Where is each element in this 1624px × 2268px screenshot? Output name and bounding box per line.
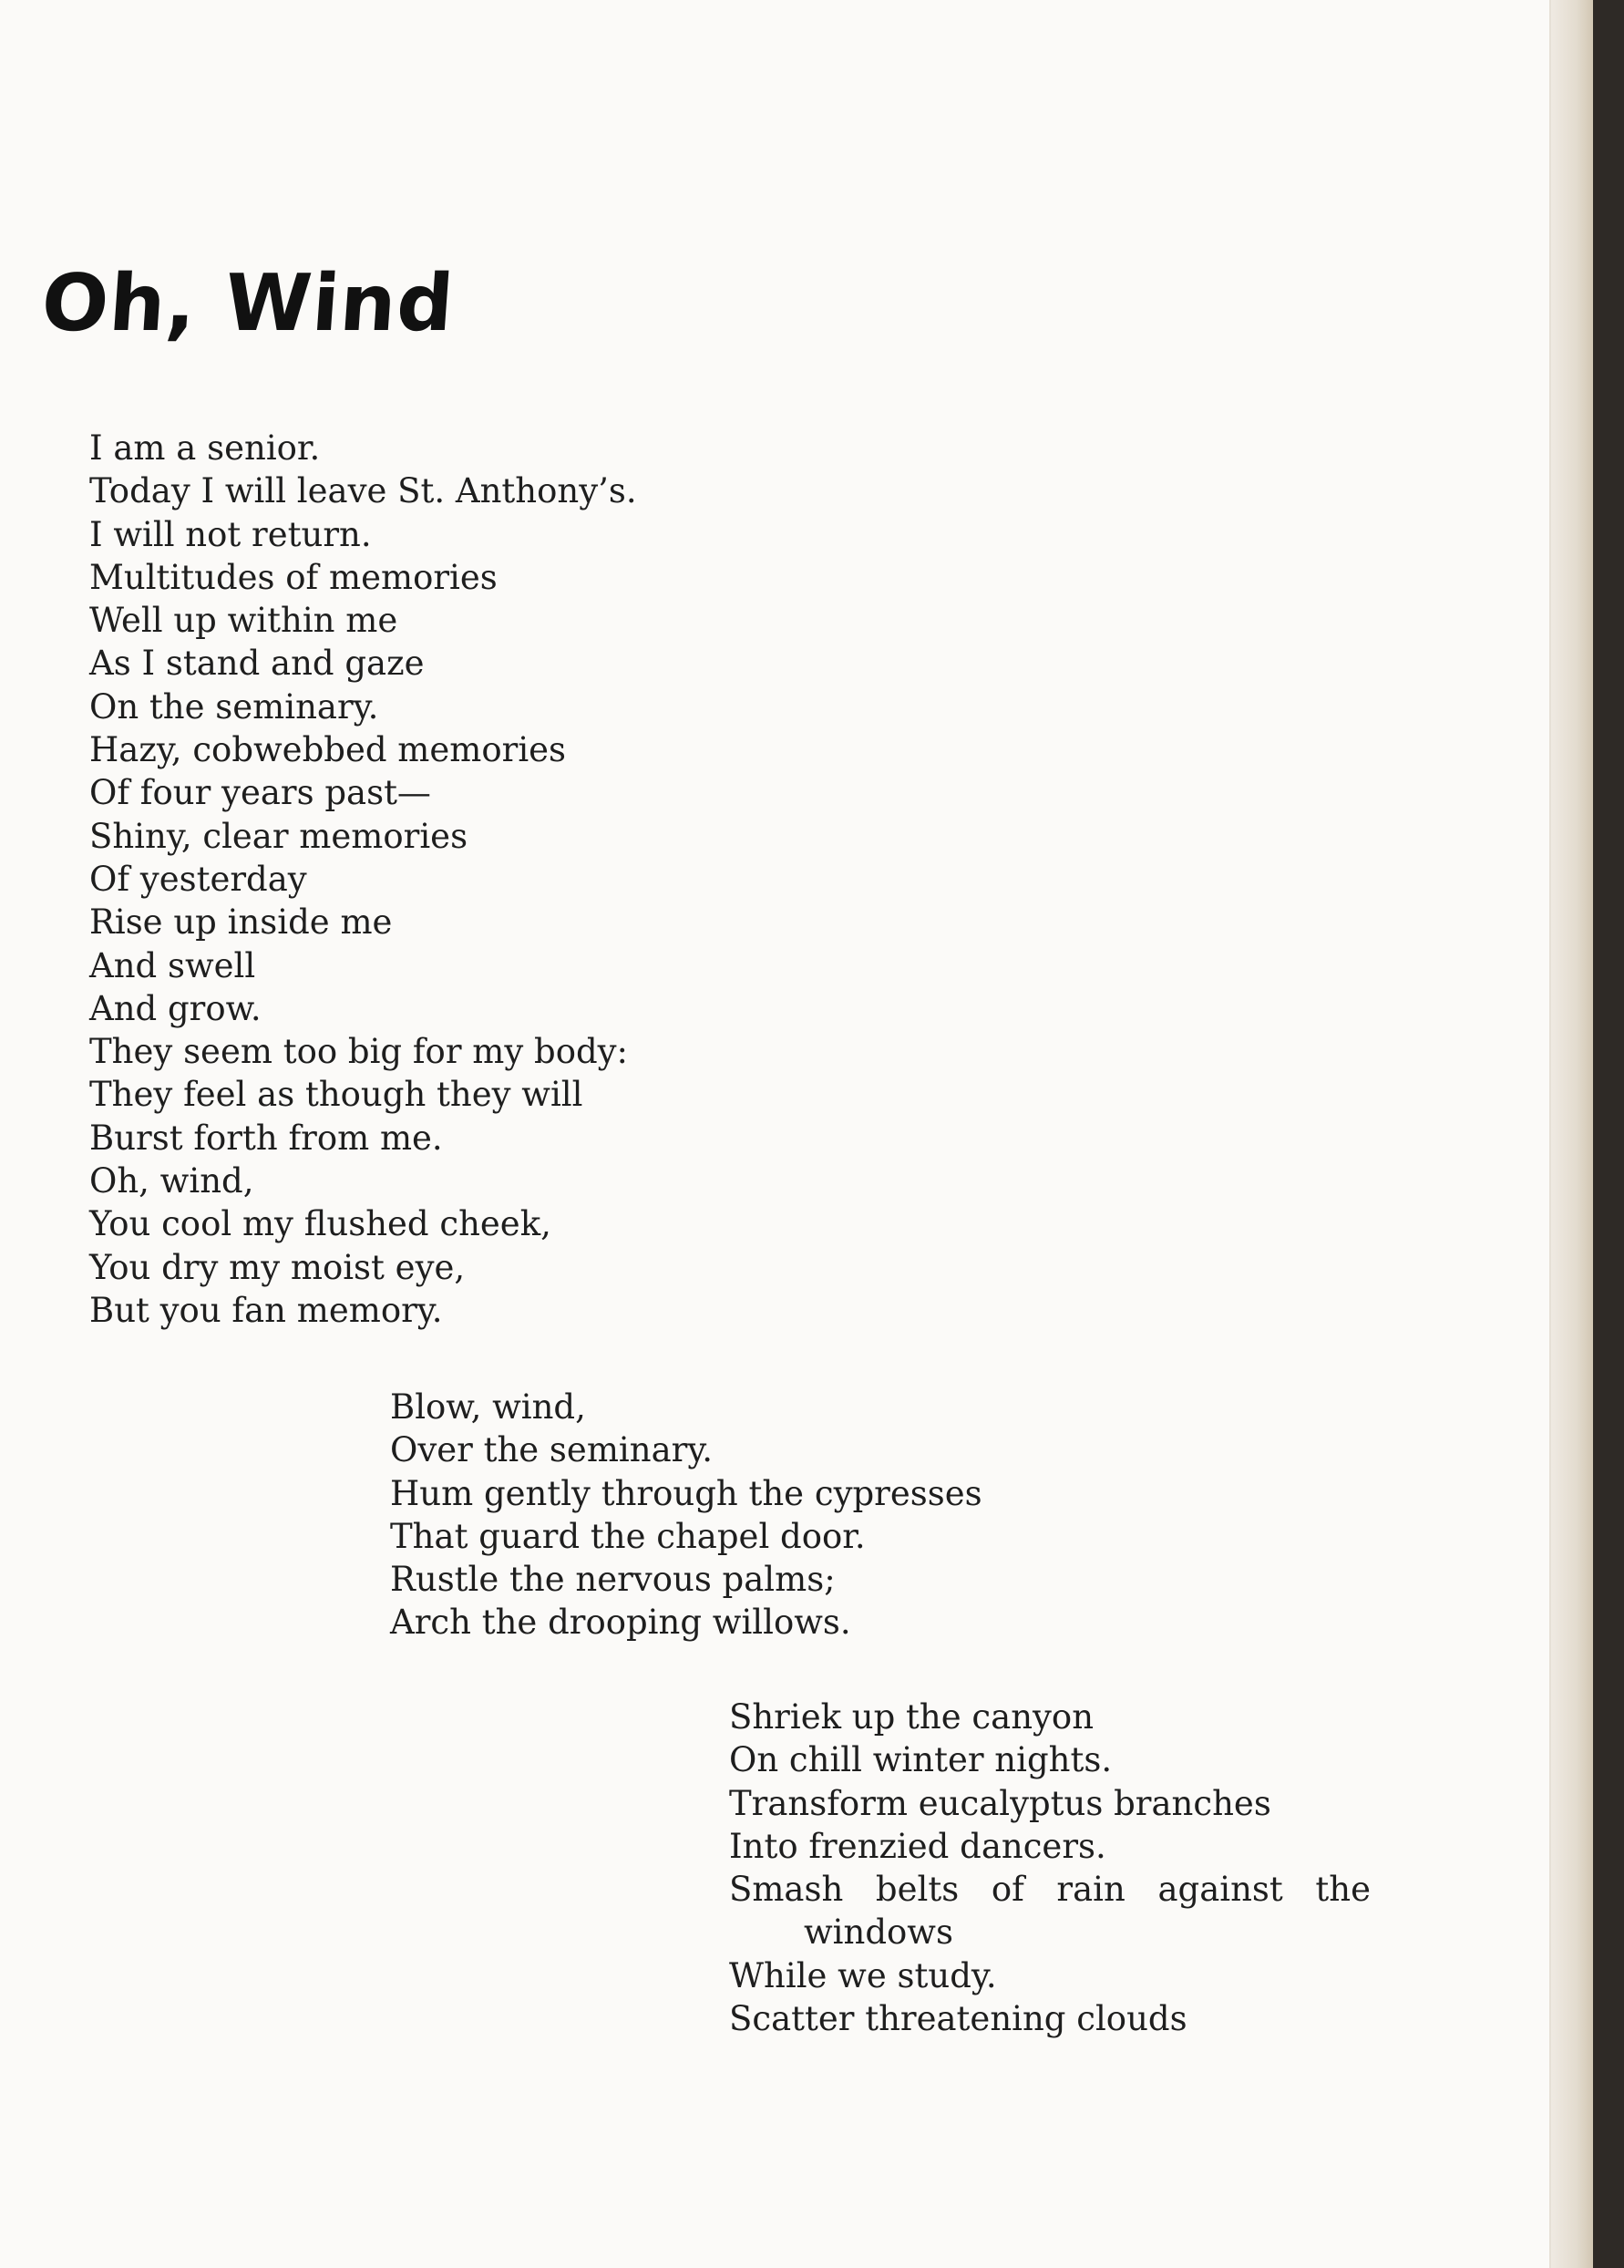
poem-line: Over the seminary. (390, 1430, 714, 1470)
poem-line: Transform eucalyptus branches (729, 1783, 1271, 1823)
page-edge (1551, 0, 1593, 2268)
poem-line: Shiny, clear memories (89, 816, 468, 856)
poem-line: Hum gently through the cypresses (390, 1473, 982, 1513)
poem-line: Rise up inside me (89, 902, 393, 943)
poem-line: Oh, wind, (89, 1161, 254, 1201)
poem-line-continuation: windows (804, 1912, 953, 1953)
poem-line: That guard the chapel door. (390, 1516, 866, 1556)
poem-line: Well up within me (89, 601, 398, 641)
poem-line: I am a senior. (89, 428, 321, 468)
poem-line: I will not return. (89, 514, 372, 554)
poem-line: And swell (89, 945, 256, 985)
poem-line: You dry my moist eye, (89, 1247, 466, 1287)
poem-line: On the seminary. (89, 686, 379, 727)
stanza-2 (390, 1386, 982, 1644)
poem-line: Into frenzied dancers. (729, 1826, 1106, 1866)
poem-line: Scatter threatening clouds (729, 1999, 1187, 2039)
poem-line: Of four years past— (89, 773, 431, 813)
poem-line: As I stand and gaze (89, 644, 425, 684)
poem-line: Shriek up the canyon (729, 1697, 1095, 1737)
poem-line: Rustle the nervous palms; (390, 1560, 836, 1600)
poem-line: Arch the drooping willows. (390, 1603, 851, 1643)
stanza-1 (89, 427, 637, 1332)
poem-line: Multitudes of memories (89, 557, 498, 597)
poem-line: On chill winter nights. (729, 1740, 1113, 1780)
poem-line: But you fan memory. (89, 1290, 443, 1330)
poem-line: Blow, wind, (390, 1387, 586, 1427)
poem-line: And grow. (89, 988, 262, 1028)
poem-line: They seem too big for my body: (89, 1032, 629, 1072)
poem-line: Hazy, cobwebbed memories (89, 730, 567, 770)
poem-line: They feel as though they will (89, 1075, 583, 1115)
poem-title: Oh, Wind (38, 258, 457, 349)
poem-line: Burst forth from me. (89, 1118, 443, 1158)
poem-line: Today I will leave St. Anthony’s. (89, 471, 637, 511)
poem-line: Of yesterday (89, 859, 307, 899)
poem-line: While we study. (729, 1955, 997, 1995)
stanza-3 (729, 1696, 1371, 2040)
poem-line: Smash belts of rain against the (729, 1870, 1371, 1910)
poem-line: You cool my flushed cheek, (89, 1204, 551, 1244)
